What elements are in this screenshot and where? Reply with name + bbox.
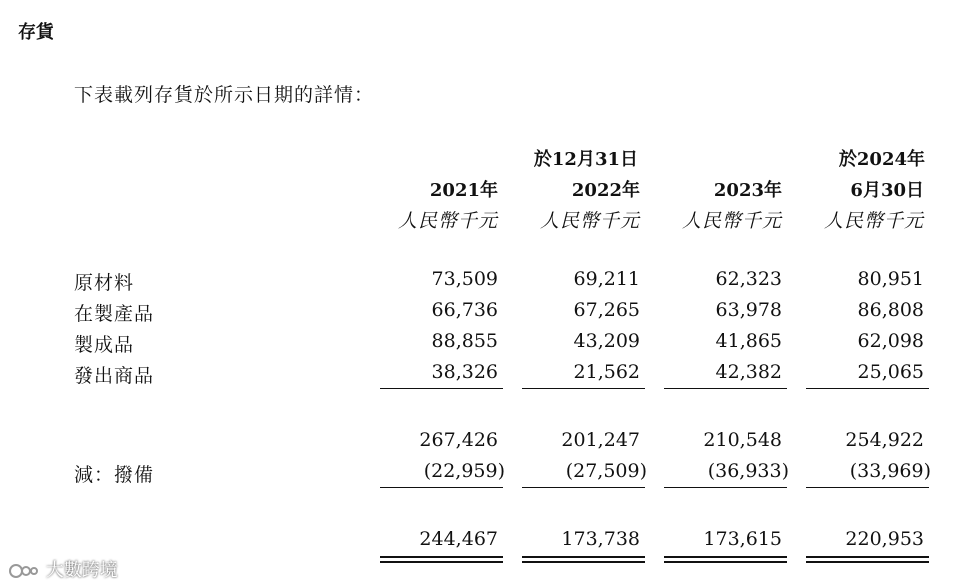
row-label-goods-shipped: 發出商品	[74, 365, 155, 387]
row-label-raw-materials: 原材料	[74, 272, 135, 294]
intro-text: 下表載列存貨於所示日期的詳情：	[74, 84, 375, 106]
cell-shipped-2023: 42,382	[715, 361, 782, 383]
subtotal-2023: 210,548	[703, 429, 782, 451]
double-rule-top-col4	[806, 556, 929, 558]
watermark	[8, 556, 118, 582]
total-rule-col3	[664, 487, 787, 488]
total-2024: 220,953	[845, 528, 924, 550]
header-date-jun30: 6月30日	[850, 180, 924, 201]
double-rule-bottom-col3	[664, 561, 787, 563]
cell-raw-2022: 69,211	[573, 268, 640, 290]
header-year-2023: 2023年	[713, 180, 782, 201]
provision-2022: (27,509)	[565, 460, 647, 482]
cell-shipped-2021: 38,326	[431, 361, 498, 383]
cell-raw-2024: 80,951	[857, 268, 924, 290]
provision-2021: (22,959)	[423, 460, 505, 482]
total-2023: 173,615	[703, 528, 782, 550]
cell-shipped-2024: 25,065	[857, 361, 924, 383]
header-year-2022: 2022年	[571, 180, 640, 201]
unit-label-col4: 人民幣千元	[823, 210, 924, 232]
subtotal-rule-col3	[664, 388, 787, 389]
cell-wip-2023: 63,978	[715, 299, 782, 321]
row-label-finished-goods: 製成品	[74, 334, 135, 356]
watermark-text: 大數跨境	[45, 560, 118, 581]
double-rule-bottom-col4	[806, 561, 929, 563]
double-rule-top-col3	[664, 556, 787, 558]
header-group-dec31: 於12月31日	[533, 149, 638, 170]
cell-shipped-2022: 21,562	[573, 361, 640, 383]
header-col4-top: 於2024年	[838, 149, 925, 170]
row-label-provision: 減：撥備	[74, 464, 155, 486]
cell-fg-2021: 88,855	[431, 330, 498, 352]
unit-label-col2: 人民幣千元	[539, 210, 640, 232]
total-rule-col1	[380, 487, 503, 488]
cell-wip-2022: 67,265	[573, 299, 640, 321]
section-title: 存貨	[18, 22, 54, 43]
row-label-wip: 在製產品	[74, 303, 155, 325]
double-rule-top-col2	[522, 556, 645, 558]
cell-raw-2021: 73,509	[431, 268, 498, 290]
subtotal-rule-col2	[522, 388, 645, 389]
cell-raw-2023: 62,323	[715, 268, 782, 290]
provision-2023: (36,933)	[707, 460, 789, 482]
double-rule-top-col1	[380, 556, 503, 558]
subtotal-2022: 201,247	[561, 429, 640, 451]
unit-label-col3: 人民幣千元	[681, 210, 782, 232]
subtotal-2021: 267,426	[419, 429, 498, 451]
total-2022: 173,738	[561, 528, 640, 550]
watermark-logo-icon	[8, 561, 40, 581]
cell-wip-2024: 86,808	[857, 299, 924, 321]
subtotal-rule-col4	[806, 388, 929, 389]
double-rule-bottom-col2	[522, 561, 645, 563]
cell-fg-2024: 62,098	[857, 330, 924, 352]
provision-2024: (33,969)	[849, 460, 931, 482]
subtotal-2024: 254,922	[845, 429, 924, 451]
cell-fg-2022: 43,209	[573, 330, 640, 352]
cell-fg-2023: 41,865	[715, 330, 782, 352]
cell-wip-2021: 66,736	[431, 299, 498, 321]
subtotal-rule-col1	[380, 388, 503, 389]
total-rule-col2	[522, 487, 645, 488]
total-2021: 244,467	[419, 528, 498, 550]
double-rule-bottom-col1	[380, 561, 503, 563]
unit-label-col1: 人民幣千元	[397, 210, 498, 232]
header-year-2021: 2021年	[429, 180, 498, 201]
total-rule-col4	[806, 487, 929, 488]
